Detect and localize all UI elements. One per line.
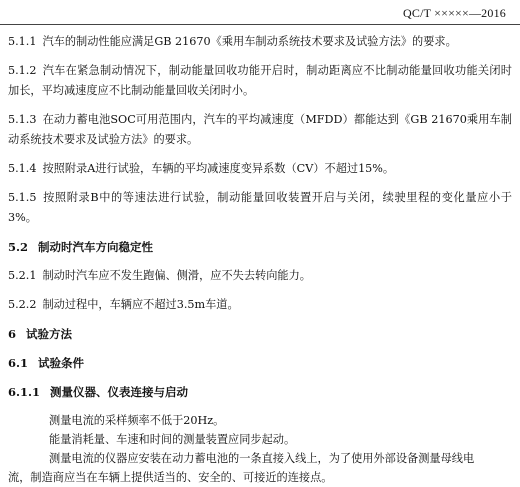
- clause-5-1-4: [8, 159, 512, 179]
- clause-text: 制动过程中，车辆应不超过3.5m车道。: [42, 298, 239, 311]
- clause-number: 5.1.2: [8, 64, 37, 77]
- section-number: 6.1: [8, 356, 29, 370]
- section-heading-6-1: [8, 353, 512, 373]
- clause-5-1-1: [8, 32, 512, 52]
- clause-text: 制动时汽车应不发生跑偏、侧滑，应不失去转向能力。: [42, 269, 311, 282]
- clause-number: 5.1.4: [8, 162, 37, 175]
- section-title: 制动时汽车方向稳定性: [38, 240, 154, 254]
- document-code-header: QC/T ×××××—2016: [403, 6, 506, 20]
- clause-number: 5.2.2: [8, 298, 37, 311]
- clause-5-2-2: [8, 295, 512, 315]
- body-line: 测量电流的采样频率不低于20Hz。: [49, 414, 225, 427]
- clause-5-1-3: [8, 110, 512, 150]
- clause-number: 5.1.1: [8, 35, 37, 48]
- body-line: 流，制造商应当在车辆上提供适当的、安全的、可接近的连接点。: [8, 471, 333, 484]
- section-title: 测量仪器、仪表连接与启动: [50, 385, 189, 399]
- section-heading-6: [8, 324, 512, 344]
- section-number: 6.1.1: [8, 385, 41, 399]
- clause-5-1-2: [8, 61, 512, 101]
- clause-text: 按照附录B中的等速法进行试验，制动能量回收装置开启与关闭，续驶里程的变化量应小于3%。: [8, 191, 512, 224]
- section-title: 试验条件: [38, 356, 85, 370]
- clause-text: 汽车在紧急制动情况下，制动能量回收功能开启时，制动距离应不比制动能量回收功能关闭时加长，平均减速度应不比制动能量回收关闭时小。: [8, 64, 512, 97]
- header-divider: [0, 24, 520, 25]
- clause-number: 5.1.3: [8, 113, 37, 126]
- body-line: 测量电流的仪器应安装在动力蓄电池的一条直接入线上，为了使用外部设备测量母线电: [49, 452, 475, 465]
- section-number: 5.2: [8, 240, 29, 254]
- clause-number: 5.1.5: [8, 191, 37, 204]
- clause-5-1-5: [8, 188, 512, 228]
- clause-text: 按照附录A进行试验，车辆的平均减速度变异系数（CV）不超过15%。: [42, 162, 395, 175]
- clause-text: 在动力蓄电池SOC可用范围内，汽车的平均减速度（MFDD）都能达到《GB 21670乘用车制动系统技术要求及试验方法》的要求。: [8, 113, 512, 146]
- section-number: 6: [8, 327, 17, 341]
- section-heading-5-2: [8, 237, 512, 257]
- clause-5-2-1: [8, 266, 512, 286]
- section-title: 试验方法: [26, 327, 73, 341]
- body-line: 能量消耗量、车速和时间的测量装置应同步起动。: [49, 433, 296, 446]
- clause-number: 5.2.1: [8, 269, 37, 282]
- clause-text: 汽车的制动性能应满足GB 21670《乘用车制动系统技术要求及试验方法》的要求。: [42, 35, 457, 48]
- document-body: [8, 32, 512, 487]
- section-heading-6-1-1: [8, 382, 512, 402]
